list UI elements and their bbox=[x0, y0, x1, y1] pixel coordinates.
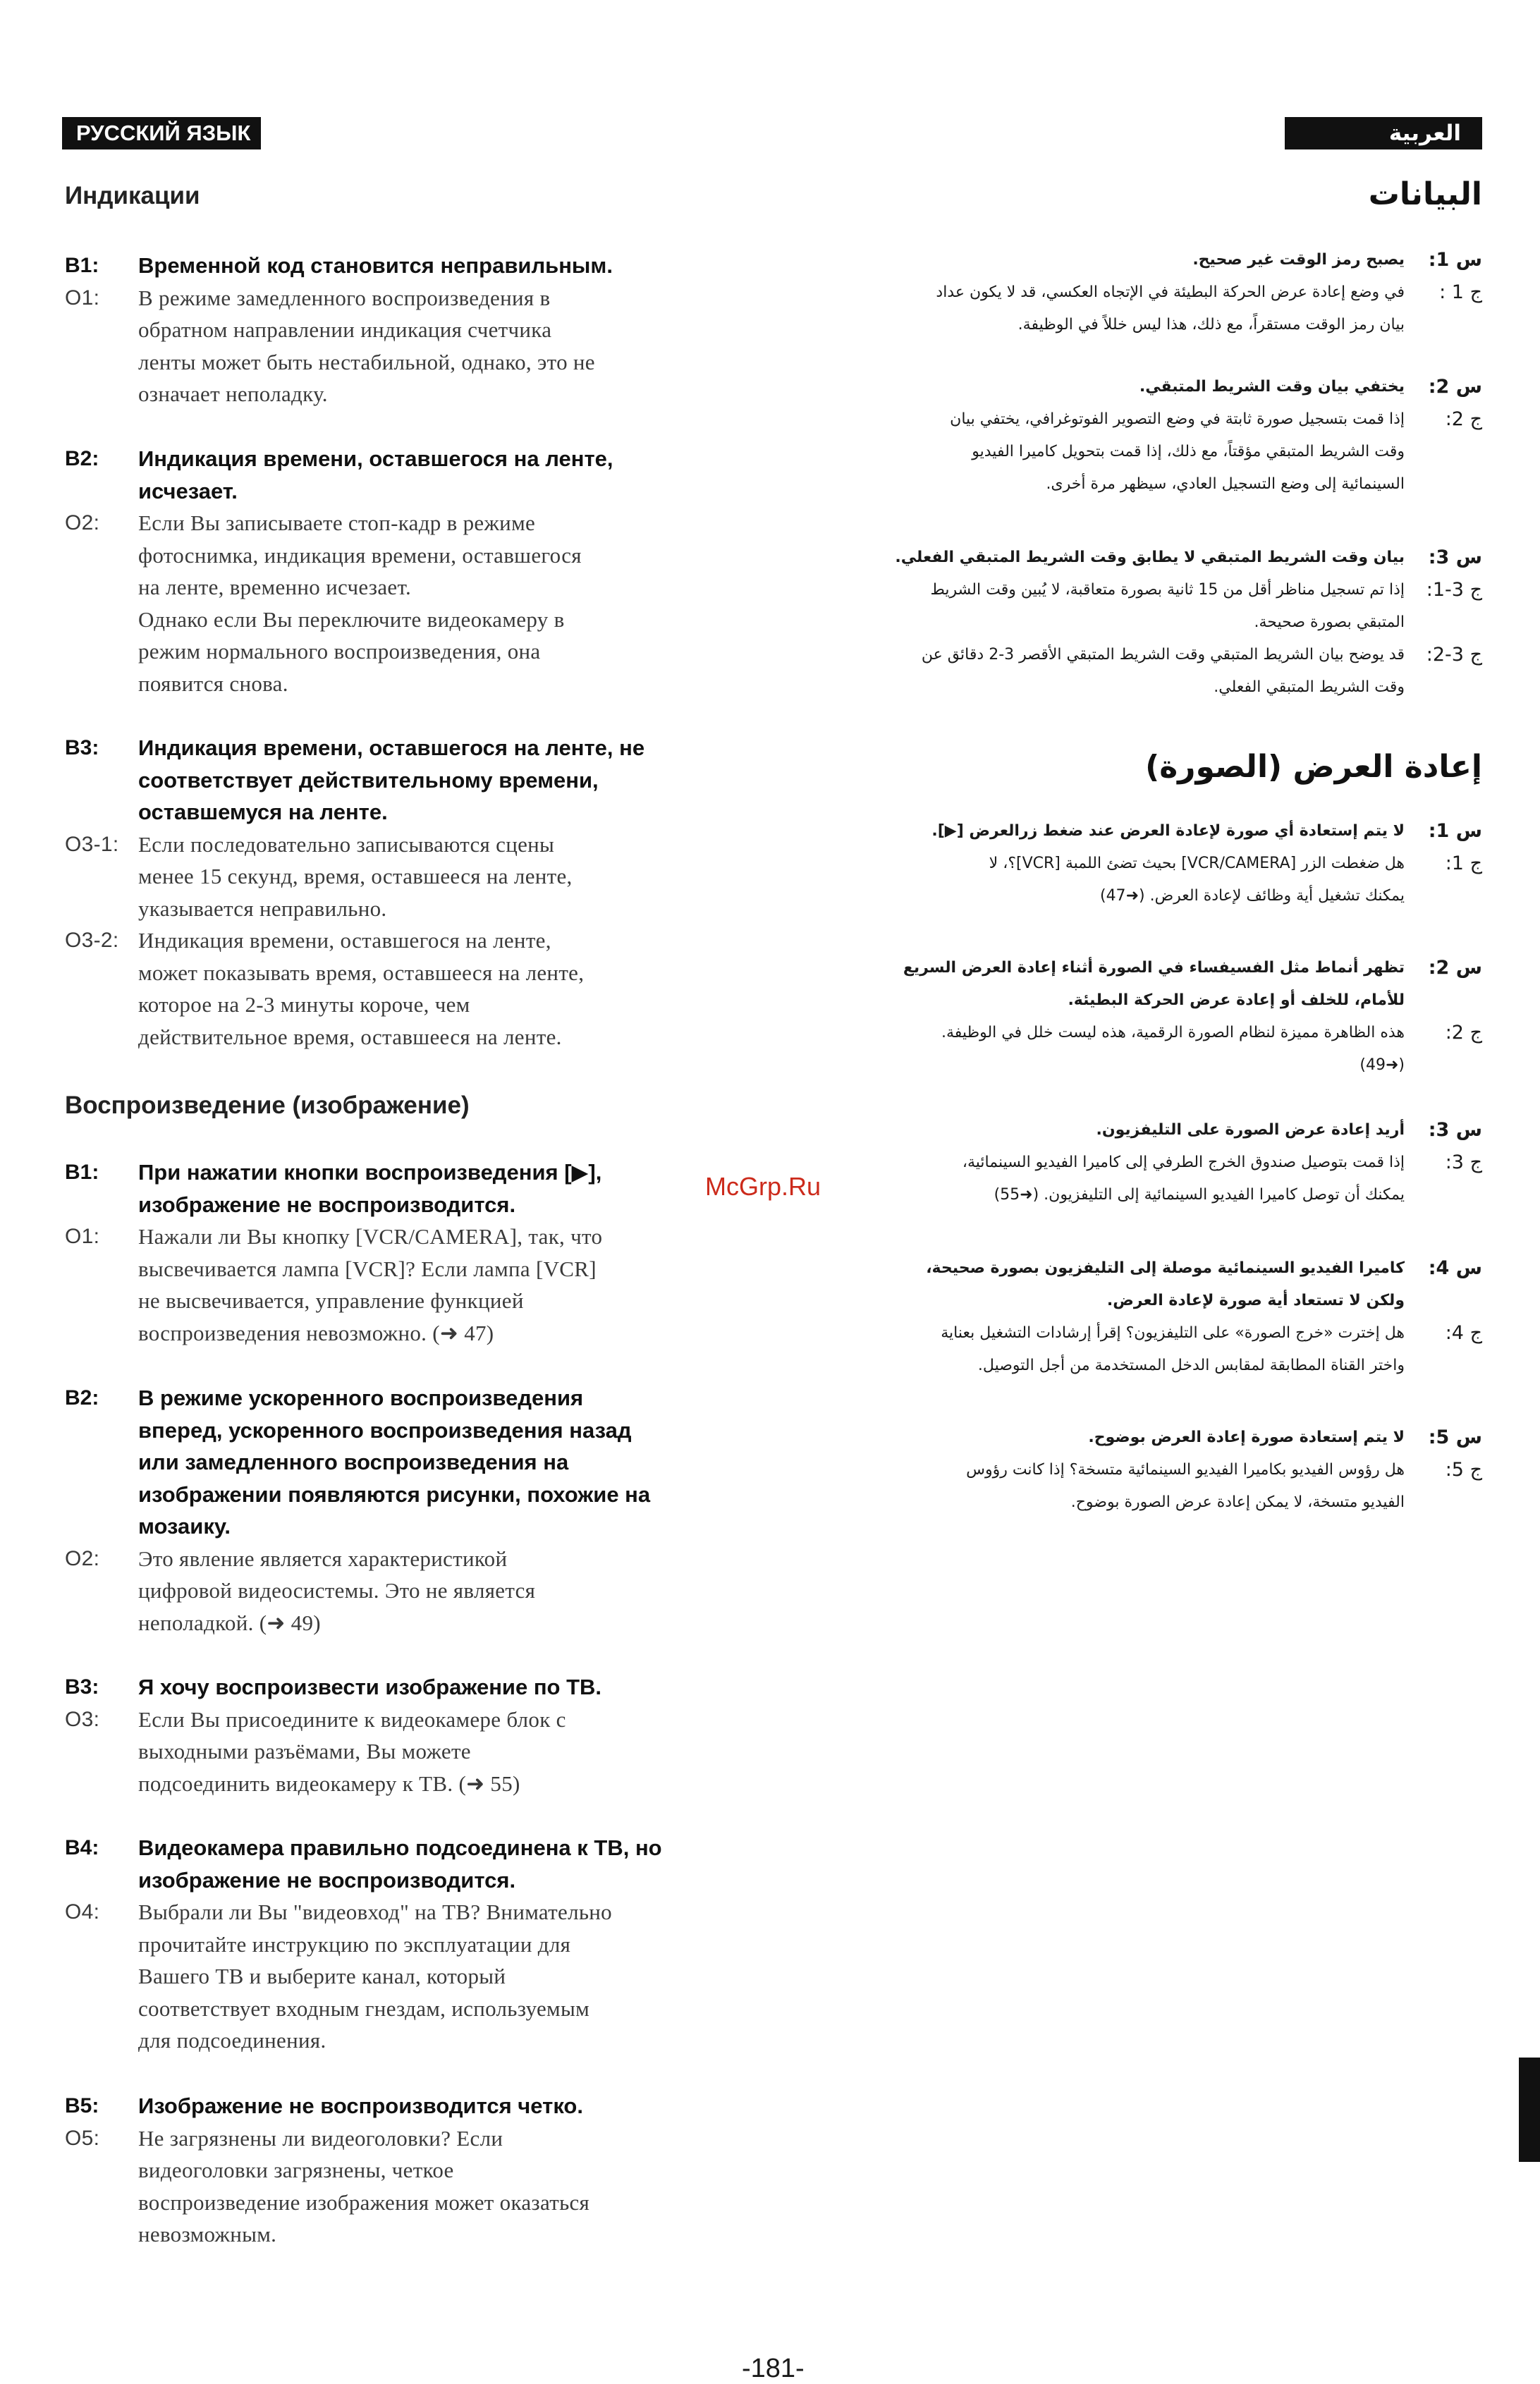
ar-faq-item bbox=[846, 371, 1482, 501]
question-label: B5: bbox=[65, 2094, 99, 2117]
question-label: س 1: bbox=[1428, 820, 1482, 842]
question-text: Видеокамера правильно подсоединена к ТВ, но изображение не воспроизводится. bbox=[138, 1835, 662, 1893]
question-text: أريد إعادة عرض الصورة على التليفزيون. bbox=[1096, 1121, 1405, 1139]
ru-faq-item bbox=[65, 1382, 728, 1639]
answer-label: O4: bbox=[65, 1900, 100, 1924]
russian-language-tab: РУССКИЙ ЯЗЫК bbox=[62, 117, 261, 149]
answer-label: ج 4: bbox=[1445, 1322, 1482, 1344]
question-label: س 4: bbox=[1428, 1257, 1482, 1279]
answer-text: قد يوضح بيان الشريط المتبقي وقت الشريط المتبقي الأقصر 3-2 دقائق عن وقت الشريط المتبقي الفعلي. bbox=[921, 646, 1405, 696]
question-text: يصبح رمز الوقت غير صحيح. bbox=[1192, 251, 1405, 269]
question-text: Временной код становится неправильным. bbox=[138, 253, 613, 278]
ru-faq-item bbox=[65, 732, 728, 1053]
answer-label: ج 5: bbox=[1445, 1459, 1482, 1481]
ar-section-title-playback: إعادة العرض (الصورة) bbox=[1145, 749, 1482, 785]
ar-section-title-data: البيانات bbox=[1368, 176, 1482, 212]
answer-text: Это явление является характеристикой цифровой видеосистемы. Это не является неполадкой. (➜ 49) bbox=[138, 1546, 536, 1635]
question-text: В режиме ускоренного воспроизведения вперед, ускоренного воспроизведения назад или замедленного воспроизведения на изображении появляются рисунки, похожие на мозаику. bbox=[138, 1386, 651, 1539]
question-label: B1: bbox=[65, 254, 99, 277]
answer-label: ج 3: bbox=[1445, 1151, 1482, 1173]
ru-section-title-indications: Индикации bbox=[65, 182, 200, 209]
ru-section-title-playback: Воспроизведение (изображение) bbox=[65, 1092, 470, 1119]
ar-faq-item bbox=[846, 1114, 1482, 1211]
question-text: لا يتم إستعادة صورة إعادة العرض بوضوح. bbox=[1088, 1429, 1405, 1446]
question-label: س 2: bbox=[1428, 376, 1482, 398]
answer-text: إذا قمت بتوصيل صندوق الخرج الطرفي إلى كاميرا الفيديو السينمائية، يمكنك أن توصل كاميرا الفيديو السينمائية إلى التليفزيون. (➜55) bbox=[962, 1154, 1405, 1204]
page-number: -181- bbox=[742, 2354, 805, 2383]
answer-text: هل رؤوس الفيديو بكاميرا الفيديو السينمائية متسخة؟ إذا كانت رؤوس الفيديو متسخة، لا يمكن إعادة عرض الصورة بوضوح. bbox=[966, 1461, 1405, 1511]
question-label: B1: bbox=[65, 1161, 99, 1184]
answer-label: ج 3-2: bbox=[1426, 644, 1482, 666]
question-label: B2: bbox=[65, 447, 99, 470]
answer-label: O1: bbox=[65, 286, 100, 310]
ar-faq-item bbox=[846, 1252, 1482, 1382]
question-text: يختفي بيان وقت الشريط المتبقي. bbox=[1139, 378, 1405, 396]
answer-text: Если Вы присоедините к видеокамере блок с выходными разъёмами, Вы можете подсоединить видеокамеру к ТВ. (➜ 55) bbox=[138, 1706, 566, 1796]
question-text: كاميرا الفيديو السينمائية موصلة إلى التليفزيون بصورة صحيحة، ولكن لا تستعاد أية صورة لإعادة العرض. bbox=[926, 1259, 1405, 1309]
question-text: При нажатии кнопки воспроизведения [▶], изображение не воспроизводится. bbox=[138, 1160, 602, 1217]
answer-label: O1: bbox=[65, 1225, 100, 1248]
answer-text: هل إخترت «خرج الصورة» على التليفزيون؟ إقرأ إرشادات التشغيل بعناية واختر القناة المطابقة لمقابس الدخل المستخدمة من أجل التوصيل. bbox=[941, 1324, 1405, 1374]
answer-label: O2: bbox=[65, 1546, 100, 1570]
answer-text: إذا تم تسجيل مناظر أقل من 15 ثانية بصورة متعاقبة، لا يُبين وقت الشريط المتبقي بصورة صحيحة. bbox=[930, 581, 1405, 631]
answer-text: Если последовательно записываются сцены менее 15 секунд, время, оставшееся на ленте, указывается неправильно. bbox=[138, 831, 573, 921]
question-label: س 1: bbox=[1428, 249, 1482, 271]
answer-text: Индикация времени, оставшегося на ленте, может показывать время, оставшееся на ленте, которое на 2-3 минуты короче, чем действительное время, оставшееся на ленте. bbox=[138, 928, 585, 1049]
ar-faq-item bbox=[846, 542, 1482, 704]
ar-faq-item bbox=[846, 244, 1482, 341]
answer-text: هذه الظاهرة مميزة لنظام الصورة الرقمية، هذه ليست خلل في الوظيفة. (➜49) bbox=[941, 1024, 1405, 1074]
answer-text: В режиме замедленного воспроизведения в обратном направлении индикация счетчика ленты может быть нестабильной, однако, это не означает неполадку. bbox=[138, 285, 595, 406]
answer-text: Нажали ли Вы кнопку [VCR/CAMERA], так, что высвечивается лампа [VCR]? Если лампа [VCR] не высвечивается, управление функцией воспроизведения невозможно. (➜ 47) bbox=[138, 1224, 603, 1345]
answer-label: ج 2: bbox=[1445, 1022, 1482, 1044]
question-label: س 3: bbox=[1428, 546, 1482, 568]
question-text: Индикация времени, оставшегося на ленте, исчезает. bbox=[138, 446, 613, 503]
arabic-language-tab: العربية bbox=[1285, 117, 1482, 149]
ar-faq-item bbox=[846, 1422, 1482, 1519]
answer-label: O3-1: bbox=[65, 832, 119, 856]
answer-label: O5: bbox=[65, 2126, 100, 2150]
answer-text: Выбрали ли Вы "видеовход" на ТВ? Внимательно прочитайте инструкцию по эксплуатации для Вашего ТВ и выберите канал, который соответствует входным гнездам, используемым для подсоединения. bbox=[138, 1900, 612, 2053]
ru-faq-item bbox=[65, 1832, 728, 2057]
ru-faq-item bbox=[65, 1671, 728, 1799]
question-text: Я хочу воспроизвести изображение по ТВ. bbox=[138, 1675, 602, 1699]
question-text: لا يتم إستعادة أي صورة لإعادة العرض عند ضغط زرالعرض [▶]. bbox=[931, 822, 1405, 840]
question-label: س 2: bbox=[1428, 957, 1482, 979]
ar-faq-item bbox=[846, 815, 1482, 912]
question-label: س 3: bbox=[1428, 1119, 1482, 1141]
question-text: تظهر أنماط مثل الفسيفساء في الصورة أثناء إعادة العرض السريع للأمام، للخلف أو إعادة عرض الحركة البطيئة. bbox=[903, 959, 1405, 1009]
answer-label: O2: bbox=[65, 511, 100, 534]
answer-label: O3: bbox=[65, 1707, 100, 1731]
question-label: B3: bbox=[65, 1675, 99, 1699]
answer-label: ج 3-1: bbox=[1426, 579, 1482, 601]
answer-label: O3-2: bbox=[65, 929, 119, 952]
answer-text: في وضع إعادة عرض الحركة البطيئة في الإتجاه العكسي، قد لا يكون عداد بيان رمز الوقت مستقراً، مع ذلك، هذا ليس خللاً في الوظيفة. bbox=[936, 283, 1405, 334]
answer-label: ج 2: bbox=[1445, 408, 1482, 430]
answer-label: ج 1: bbox=[1445, 852, 1482, 874]
answer-text: إذا قمت بتسجيل صورة ثابتة في وضع التصوير الفوتوغرافي، يختفي بيان وقت الشريط المتبقي مؤقتاً، مع ذلك، إذا قمت بتحويل كاميرا الفيديو السينمائية إلى وضع التسجيل العادي، سيظهر مرة أخرى. bbox=[950, 410, 1405, 493]
answer-label: ج 1 : bbox=[1439, 281, 1482, 303]
answer-text: Если Вы записываете стоп-кадр в режиме фотоснимка, индикация времени, оставшегося на ленте, временно исчезает. Однако если Вы переключите видеокамеру в режим нормального воспроизведения, она появится снова. bbox=[138, 511, 582, 696]
ar-faq-item bbox=[846, 952, 1482, 1082]
ru-faq-item bbox=[65, 1156, 728, 1349]
ru-faq-item bbox=[65, 2090, 728, 2251]
question-label: B2: bbox=[65, 1386, 99, 1410]
question-label: B3: bbox=[65, 736, 99, 759]
question-text: بيان وقت الشريط المتبقي لا يطابق وقت الشريط المتبقي الفعلي. bbox=[895, 549, 1405, 566]
ru-faq-item bbox=[65, 250, 728, 410]
watermark: McGrp.Ru bbox=[705, 1172, 821, 1201]
question-text: Индикация времени, оставшегося на ленте, не соответствует действительному времени, оставшемуся на ленте. bbox=[138, 735, 645, 824]
page-edge-tab bbox=[1519, 2058, 1540, 2162]
question-label: س 5: bbox=[1428, 1426, 1482, 1448]
answer-text: Не загрязнены ли видеоголовки? Если видеоголовки загрязнены, четкое воспроизведение изображения может оказаться невозможным. bbox=[138, 2125, 590, 2247]
question-label: B4: bbox=[65, 1836, 99, 1859]
question-text: Изображение не воспроизводится четко. bbox=[138, 2093, 583, 2118]
ru-faq-item bbox=[65, 443, 728, 699]
answer-text: هل ضغطت الزر [VCR/CAMERA] بحيث تضئ اللمبة [VCR]؟، لا يمكنك تشغيل أية وظائف لإعادة العرض. (➜47) bbox=[989, 855, 1405, 905]
